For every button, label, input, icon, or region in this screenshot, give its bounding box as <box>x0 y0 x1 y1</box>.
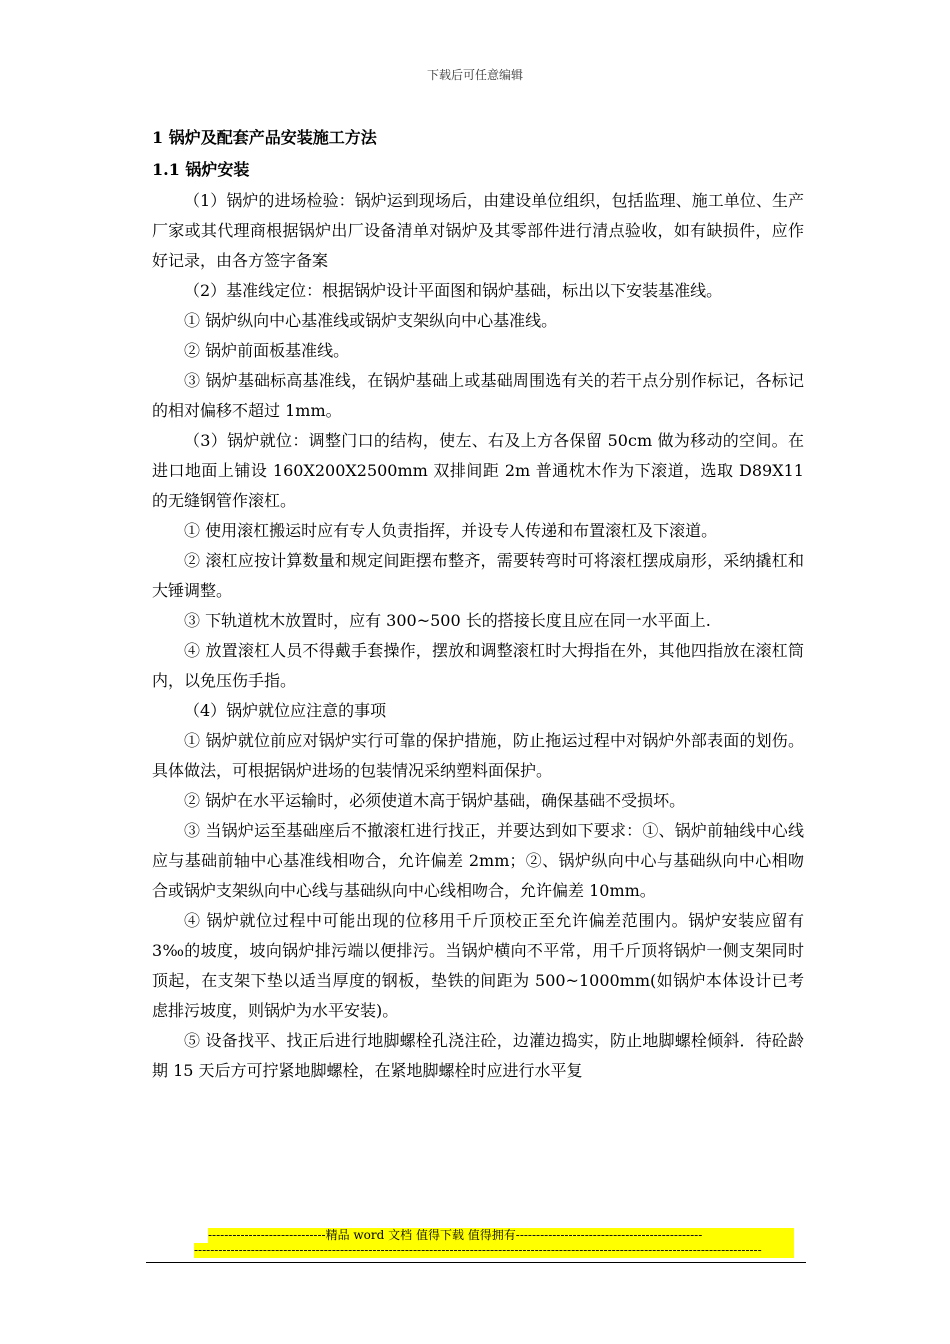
document-body <box>152 122 804 1086</box>
paragraph: ③ 锅炉基础标高基准线，在锅炉基础上或基础周围选有关的若干点分别作标记，各标记的相对偏移不超过 1mm。 <box>152 371 804 420</box>
paragraph: （4）锅炉就位应注意的事项 <box>184 701 387 720</box>
paragraph: ① 使用滚杠搬运时应有专人负责指挥，并设专人传递和布置滚杠及下滚道。 <box>184 521 718 540</box>
section-heading: 1.1 锅炉安装 <box>152 160 250 179</box>
paragraph: ③ 当锅炉运至基础座后不撤滚杠进行找正，并要达到如下要求：①、锅炉前轴线中心线应与基础前轴中心基准线相吻合，允许偏差 2mm；②、锅炉纵向中心与基础纵向中心相吻合或锅炉支架纵向中心线与基础纵向中心线相吻合，允许偏差 10mm。 <box>152 821 804 900</box>
paragraph: ② 滚杠应按计算数量和规定间距摆布整齐，需要转弯时可将滚杠摆成扇形，采纳撬杠和大锤调整。 <box>152 551 804 600</box>
footer-dashes: -------------------------------------------------------------------------------------------------------------------------------------------- <box>194 1243 794 1258</box>
paragraph: ② 锅炉前面板基准线。 <box>184 341 350 360</box>
paragraph: ② 锅炉在水平运输时，必须使道木高于锅炉基础，确保基础不受损坏。 <box>184 791 686 810</box>
paragraph: ④ 放置滚杠人员不得戴手套操作，摆放和调整滚杠时大拇指在外，其他四指放在滚杠筒内，以免压伤手指。 <box>152 641 804 690</box>
paragraph: （3）锅炉就位：调整门口的结构，使左、右及上方各保留 50cm 做为移动的空间。在进口地面上铺设 160X200X2500mm 双排间距 2m 普通枕木作为下滚道，选取 D89X11 的无缝钢管作滚杠。 <box>152 431 804 510</box>
footer-rule <box>146 1262 806 1263</box>
paragraph: （1）锅炉的进场检验：锅炉运到现场后，由建设单位组织，包括监理、施工单位、生产厂家或其代理商根据锅炉出厂设备清单对锅炉及其零部件进行清点验收，如有缺损件，应作好记录，由各方签字备案 <box>152 191 804 270</box>
paragraph: ③ 下轨道枕木放置时，应有 300~500 长的搭接长度且应在同一水平面上. <box>184 611 711 630</box>
document-title: 1 锅炉及配套产品安装施工方法 <box>152 128 377 147</box>
paragraph: ⑤ 设备找平、找正后进行地脚螺栓孔浇注砼，边灌边捣实，防止地脚螺栓倾斜．待砼龄期 15 天后方可拧紧地脚螺栓，在紧地脚螺栓时应进行水平复 <box>152 1031 804 1080</box>
page-header: 下载后可任意编辑 <box>426 68 523 82</box>
paragraph: ① 锅炉纵向中心基准线或锅炉支架纵向中心基准线。 <box>184 311 558 330</box>
paragraph: ④ 锅炉就位过程中可能出现的位移用千斤顶校正至允许偏差范围内。锅炉安装应留有 3‰的坡度，坡向锅炉排污端以便排污。当锅炉横向不平常，用千斤顶将锅炉一侧支架同时顶起，在支架下垫以适当厚度的钢板，垫铁的间距为 500~1000mm(如锅炉本体设计已考虑排污坡度，则锅炉为水平安装)。 <box>152 911 804 1020</box>
paragraph: ① 锅炉就位前应对锅炉实行可靠的保护措施，防止拖运过程中对锅炉外部表面的划伤。具体做法，可根据锅炉进场的包装情况采纳塑料面保护。 <box>152 731 804 780</box>
page-footer <box>194 1228 794 1258</box>
footer-banner: -----------------------------精品 word 文档 值得下载 值得拥有---------------------------------------------- <box>208 1228 794 1243</box>
paragraph: （2）基准线定位：根据锅炉设计平面图和锅炉基础，标出以下安装基准线。 <box>184 281 723 300</box>
